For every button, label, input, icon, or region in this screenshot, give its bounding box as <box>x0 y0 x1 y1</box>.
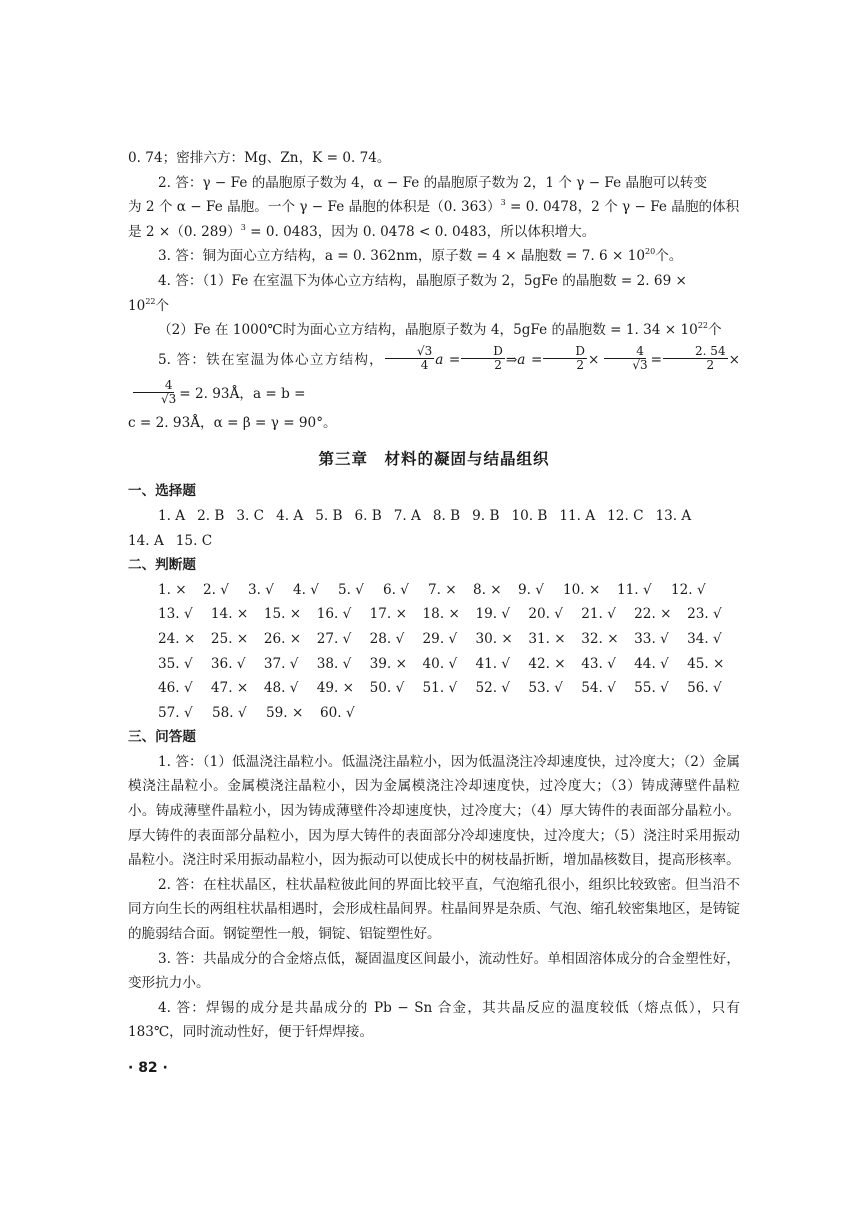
answer-item: 13. A <box>655 507 692 524</box>
prev-answer-5 <box>128 343 740 411</box>
answer-item: 47. × <box>210 680 249 697</box>
answer-item: 10. × <box>563 581 601 598</box>
answer-item: 45. × <box>687 655 725 672</box>
fraction <box>543 345 587 372</box>
equation-term: × <box>587 351 600 368</box>
answer-5-text: 5. 答：铁在室温为体心立方结构， <box>158 351 384 368</box>
answer-item: 11. A <box>559 507 596 524</box>
answer-item: 19. √ <box>475 606 511 623</box>
section-title: 一、选择题 <box>128 483 196 500</box>
fraction-numerator: 4 <box>604 345 646 359</box>
answer-item: 27. √ <box>316 630 352 647</box>
answer-item: 18. × <box>422 606 460 623</box>
answer-row <box>128 529 740 554</box>
fraction <box>461 345 505 372</box>
answer-item: 7. A <box>393 507 421 524</box>
answer-item: 13. √ <box>158 606 193 623</box>
answer-item: 56. √ <box>687 680 722 697</box>
answer-item: 53. √ <box>528 680 563 697</box>
answer-item: 35. √ <box>158 655 193 672</box>
fraction-denominator: 2 <box>494 357 502 372</box>
equation-term: × <box>728 351 740 368</box>
answer-item: 6. √ <box>383 581 409 598</box>
answer-4-line-1: 4. 答：（1）Fe 在室温下为体心立方结构，晶胞原子数为 2，5gFe 的晶胞数 = 2. 69 × <box>158 272 687 289</box>
answer-item: 60. √ <box>320 704 355 721</box>
exponent: 22 <box>697 321 708 331</box>
answer-item: 4. A <box>276 507 304 524</box>
fraction-denominator: 4 <box>420 357 429 372</box>
answer-row <box>158 701 740 726</box>
question-answer-2: 2. 答：在柱状晶区，柱状晶粒彼此间的界面比较平直，气泡缩孔很小，组织比较致密。但当沿不同方向生长的两组柱状晶相遇时，会形成柱晶间界。柱晶间界是杂质、气泡、缩孔较密集地区，是铸锭的脆弱结合面。钢锭塑性一般，铜锭、铝锭塑性好。 <box>128 876 740 943</box>
answer-row <box>158 504 740 529</box>
fraction-denominator: 2 <box>706 357 715 372</box>
answer-item: 4. √ <box>293 581 319 598</box>
answer-item: 39. × <box>369 655 407 672</box>
answer-item: 1. × <box>158 581 187 598</box>
prev-answer-2 <box>128 171 740 245</box>
answer-2-line-1: 2. 答：γ − Fe 的晶胞原子数为 4，α − Fe 的晶胞原子数为 2，1 个 γ − Fe 晶胞可以转变 <box>158 174 708 191</box>
chapter-title: 第三章 材料的凝固与结晶组织 <box>318 450 550 469</box>
section-title: 二、判断题 <box>128 557 196 574</box>
answer-item: 54. √ <box>581 680 616 697</box>
answer-item: 8. × <box>473 581 502 598</box>
judgment-answers <box>128 578 740 726</box>
choice-answers-cont <box>128 529 740 554</box>
fraction-denominator: √3 <box>161 391 177 406</box>
fraction-numerator: D <box>461 345 505 359</box>
answer-item: 30. × <box>475 630 513 647</box>
answer-item: 37. √ <box>263 655 299 672</box>
answer-4-unit: 个 <box>155 297 170 314</box>
answer-4-part2-text: （2）Fe 在 1000℃时为面心立方结构，晶胞原子数为 4，5gFe 的晶胞数 = 1. 34 × 10 <box>158 322 698 339</box>
answer-item: 3. C <box>236 507 265 524</box>
exponent: 3 <box>500 198 506 208</box>
answer-item: 41. √ <box>475 655 511 672</box>
answer-item: 6. B <box>354 507 382 524</box>
answer-item: 8. B <box>432 507 461 524</box>
answer-item: 24. × <box>158 630 196 647</box>
answer-item: 14. A <box>128 532 164 549</box>
answer-item: 15. C <box>175 532 213 549</box>
prev-answer-4 <box>128 269 740 294</box>
answer-item: 22. × <box>634 606 672 623</box>
prev-answer-3 <box>128 244 740 269</box>
answer-item: 51. √ <box>422 680 458 697</box>
prev-answer-5-cont: c = 2. 93Å，α = β = γ = 90°。 <box>128 414 337 431</box>
equation-term: ⇒a = <box>505 351 543 368</box>
answer-item: 50. √ <box>369 680 405 697</box>
answer-item: 46. √ <box>158 680 193 697</box>
page-number: · 82 · <box>128 1060 168 1076</box>
prev-answer-4-part2 <box>128 318 740 343</box>
answer-row <box>158 578 740 603</box>
answer-item: 26. × <box>263 630 302 647</box>
exponent: 20 <box>645 247 656 257</box>
answer-item: 5. B <box>315 507 343 524</box>
answer-2-line-2a: 为 2 个 α − Fe 晶胞。一个 γ − Fe 晶胞的体积是（0. 363） <box>128 199 501 216</box>
answer-item: 57. √ <box>158 704 193 721</box>
answer-item: 33. √ <box>634 630 669 647</box>
answer-item: 15. × <box>263 606 302 623</box>
answer-item: 1. A <box>158 507 186 524</box>
answer-row <box>158 676 740 701</box>
question-answer-4: 4. 答：焊锡的成分是共晶成分的 Pb − Sn 合金，其共晶反应的温度较低（熔点低），只有 183℃，同时流动性好，便于钎焊焊接。 <box>128 999 740 1041</box>
fraction-numerator: √3 <box>385 345 434 359</box>
answer-item: 52. √ <box>475 680 511 697</box>
answer-item: 16. √ <box>316 606 352 623</box>
answer-row <box>158 627 740 652</box>
answer-item: 55. √ <box>634 680 669 697</box>
fraction-numerator: 2. 54 <box>663 345 728 359</box>
answer-item: 32. × <box>581 630 619 647</box>
answer-item: 2. B <box>197 507 225 524</box>
fraction-denominator: 2 <box>576 357 584 372</box>
answer-row <box>158 602 740 627</box>
fraction-numerator: D <box>543 345 587 359</box>
answer-item: 49. × <box>316 680 355 697</box>
answer-item: 14. × <box>210 606 249 623</box>
answer-4-base: 10 <box>128 297 146 314</box>
question-answer-1: 1. 答：（1）低温浇注晶粒小。低温浇注晶粒小，因为低温浇注冷却速度快，过冷度大；（2）金属模浇注晶粒小。金属模浇注晶粒小，因为金属模浇注冷却速度快，过冷度大；（3）铸成薄壁件晶粒小。铸成薄壁件晶粒小，因为铸成薄壁件冷却速度快，过冷度大；（4）厚大铸件的表面部分晶粒小。厚大铸件的表面部分晶粒小，因为厚大铸件的表面部分冷却速度快，过冷度大；（5）浇注时采用振动晶粒小。浇注时采用振动晶粒小，因为振动可以使成长中的树枝晶折断，增加晶核数目，提高形核率。 <box>128 753 740 869</box>
answer-item: 12. √ <box>671 581 706 598</box>
exponent: 22 <box>145 296 156 306</box>
equation-term: a = <box>435 351 461 368</box>
answer-item: 59. × <box>266 704 304 721</box>
answer-item: 36. √ <box>210 655 246 672</box>
answer-item: 17. × <box>369 606 407 623</box>
prev-answer-line: 0. 74；密排六方：Mg、Zn，K = 0. 74。 <box>128 150 391 166</box>
answer-item: 42. × <box>528 655 566 672</box>
answer-item: 12. C <box>607 507 644 524</box>
answer-item: 34. √ <box>687 630 722 647</box>
answer-item: 38. √ <box>316 655 352 672</box>
answer-item: 21. √ <box>581 606 616 623</box>
answer-item: 40. √ <box>422 655 458 672</box>
answer-2-line-2b: = 0. 0478，2 个 γ − Fe 晶胞的体积 <box>505 199 740 216</box>
answer-item: 31. × <box>528 630 566 647</box>
equation-term: = <box>650 351 663 368</box>
page-body <box>128 146 740 1045</box>
fraction <box>663 345 728 372</box>
fraction-numerator: 4 <box>133 379 175 393</box>
choice-answers <box>128 504 740 529</box>
answer-item: 28. √ <box>369 630 405 647</box>
answer-item: 9. √ <box>518 581 544 598</box>
answer-item: 25. × <box>210 630 249 647</box>
answer-item: 7. × <box>428 581 457 598</box>
answer-3-text: 3. 答：铜为面心立方结构，a = 0. 362nm，原子数 = 4 × 晶胞数 = 7. 6 × 10 <box>158 248 646 265</box>
answer-item: 44. √ <box>634 655 669 672</box>
answer-item: 2. √ <box>203 581 229 598</box>
answer-3-unit: 个。 <box>655 248 683 265</box>
question-answer-3: 3. 答：共晶成分的合金熔点低，凝固温度区间最小，流动性好。单相固溶体成分的合金塑性好，变形抗力小。 <box>128 950 740 992</box>
answer-item: 3. √ <box>248 581 274 598</box>
answer-item: 23. √ <box>687 606 722 623</box>
answer-4-part2-unit: 个 <box>708 322 722 339</box>
fraction <box>129 379 178 406</box>
fraction-denominator: √3 <box>632 357 648 372</box>
fraction <box>600 345 649 372</box>
answer-row <box>158 652 740 677</box>
answer-item: 29. √ <box>422 630 458 647</box>
answer-item: 43. √ <box>581 655 616 672</box>
section-title: 三、问答题 <box>128 729 196 746</box>
answer-item: 11. √ <box>617 581 652 598</box>
equation-term: = 2. 93Å，a = b = <box>179 385 306 402</box>
answer-2-line-3b: = 0. 0483，因为 0. 0478 < 0. 0483，所以体积增大。 <box>245 223 596 240</box>
answer-item: 58. √ <box>212 704 247 721</box>
answer-item: 10. B <box>511 507 548 524</box>
answer-item: 48. √ <box>263 680 299 697</box>
prev-answer-4-cont <box>128 294 740 319</box>
answer-item: 5. √ <box>338 581 364 598</box>
answer-2-line-3a: 是 2 ×（0. 289） <box>128 223 241 240</box>
fraction <box>385 345 434 372</box>
answer-item: 9. B <box>472 507 500 524</box>
answer-item: 20. √ <box>528 606 563 623</box>
exponent: 3 <box>240 222 246 232</box>
